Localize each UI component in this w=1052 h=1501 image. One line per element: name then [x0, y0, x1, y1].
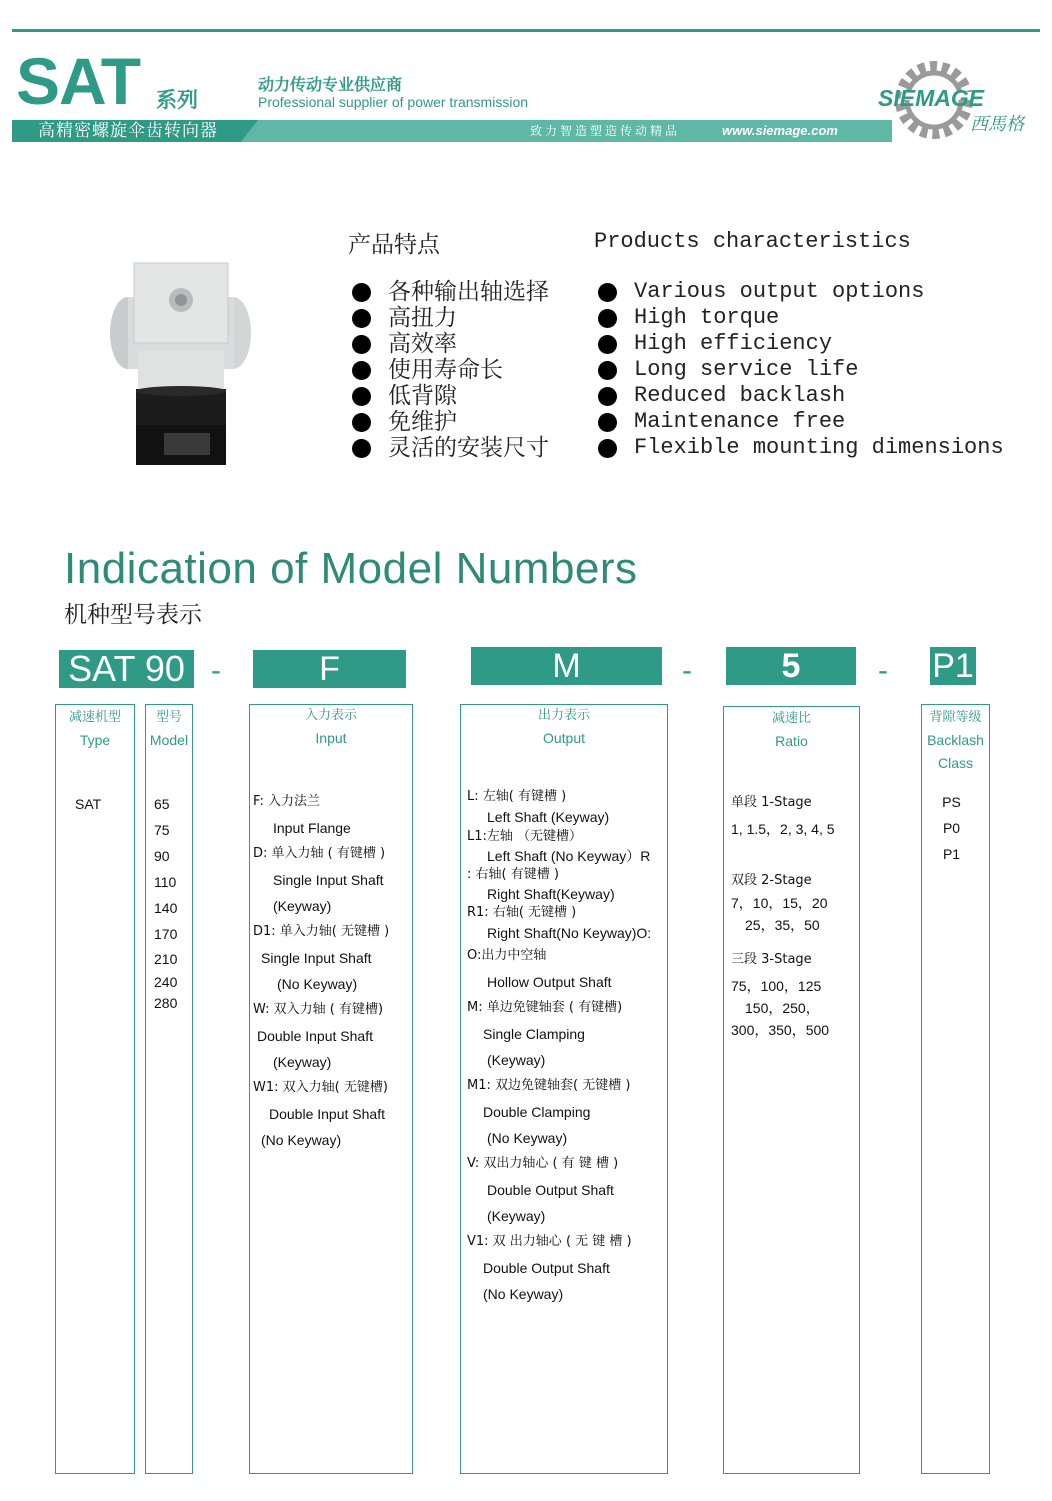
output-line: L: 左轴( 有键槽 ) [467, 789, 567, 804]
logo-cn: 西馬格 [970, 114, 1024, 135]
model-value: 210 [154, 951, 178, 967]
output-line: Left Shaft (No Keyway）R [487, 848, 651, 864]
code-output: M [471, 647, 662, 685]
siemage-logo [872, 56, 1042, 146]
input-line: F: 入力法兰 [253, 794, 320, 809]
brand-name: SAT [16, 44, 141, 118]
output-line: M1: 双边免键轴套( 无键槽 ) [467, 1078, 631, 1093]
output-head-cn: 出力表示 [537, 708, 590, 723]
type-value: SAT [75, 796, 102, 812]
ratio-stage3-values: 150，250， [745, 1000, 820, 1016]
model-value: 110 [154, 874, 177, 890]
logo-text: SIEMAGE [878, 85, 985, 111]
ratio-stage3-label: 三段 3-Stage [731, 952, 812, 967]
features-title-cn: 产品特点 [348, 232, 440, 258]
list-item: 各种输出轴选择 [350, 279, 549, 305]
output-line: O:出力中空轴 [467, 948, 547, 963]
input-line: (No Keyway) [277, 976, 358, 992]
model-value: 280 [154, 995, 178, 1011]
list-item: 免维护 [350, 409, 549, 435]
tagline-cn: 动力传动专业供应商 [258, 75, 403, 94]
list-item: 高效率 [350, 331, 549, 357]
backlash-value: P0 [942, 820, 961, 836]
ratio-stage1-label: 单段 1-Stage [731, 795, 812, 810]
series-label: 系列 [156, 88, 198, 112]
ratio-head-en: Ratio [775, 733, 808, 749]
output-line: (No Keyway) [483, 1286, 564, 1302]
output-column [460, 704, 668, 1474]
band-slogan: 致力智造塑造传动精品 [530, 124, 681, 138]
list-item: Reduced backlash [596, 383, 1004, 409]
indication-title: Indication of Model Numbers [64, 544, 638, 593]
ratio-stage1-values: 1, 1.5，2, 3, 4, 5 [731, 821, 835, 837]
tagline-en: Professional supplier of power transmission [258, 94, 529, 110]
backlash-head-en: Backlash [927, 732, 984, 748]
output-line: V: 双出力轴心 ( 有 键 槽 ) [467, 1156, 619, 1171]
model-head-en: Model [149, 732, 189, 748]
output-line: Double Clamping [483, 1104, 591, 1120]
ratio-stage3-values: 300，350，500 [731, 1022, 830, 1038]
ratio-stage2-values: 7，10，15，20 [731, 895, 828, 911]
input-line: (Keyway) [273, 1054, 332, 1070]
input-line: W1: 双入力轴( 无键槽) [253, 1080, 388, 1095]
code-dash: - [878, 654, 888, 687]
backlash-column [921, 704, 990, 1474]
model-value: 75 [154, 822, 170, 838]
input-line: Double Input Shaft [257, 1028, 373, 1044]
model-value: 90 [154, 848, 170, 864]
code-model: SAT 90 [59, 650, 194, 688]
code-ratio: 5 [726, 647, 856, 685]
input-column [249, 704, 413, 1474]
backlash-head-en: Class [937, 755, 973, 771]
header-rule [12, 29, 1040, 32]
input-line: W: 双入力轴 ( 有键槽) [253, 1002, 384, 1017]
output-line: Right Shaft(Keyway) [487, 886, 615, 902]
list-item: High efficiency [596, 331, 1004, 357]
code-dash: - [682, 654, 692, 687]
input-head-cn: 入力表示 [304, 708, 357, 723]
list-item: Long service life [596, 357, 1004, 383]
input-head-en: Input [315, 730, 347, 746]
output-line: (Keyway) [487, 1052, 546, 1068]
model-value: 240 [154, 974, 178, 990]
output-head-en: Output [542, 730, 586, 746]
features-title-en: Products characteristics [594, 229, 911, 254]
features-list-en [596, 279, 1004, 461]
ratio-head-cn: 减速比 [771, 711, 811, 726]
list-item: Flexible mounting dimensions [596, 435, 1004, 461]
list-item: Maintenance free [596, 409, 1004, 435]
code-backlash: P1 [930, 647, 976, 685]
list-item: Various output options [596, 279, 1004, 305]
input-line: D1: 单入力轴( 无键槽 ) [253, 924, 390, 939]
ratio-stage2-values: 25，35，50 [745, 917, 820, 933]
model-column [145, 704, 193, 1474]
type-head-en: Type [79, 732, 111, 748]
model-head-cn: 型号 [155, 710, 182, 725]
input-line: D: 单入力轴 ( 有键槽 ) [253, 846, 386, 861]
input-line: Single Input Shaft [273, 872, 384, 888]
input-line: Single Input Shaft [261, 950, 372, 966]
ratio-stage3-values: 75，100，125 [731, 978, 822, 994]
output-line: M: 单边免键轴套 ( 有键槽) [467, 1000, 623, 1015]
input-line: (No Keyway) [261, 1132, 342, 1148]
features-list-cn [350, 279, 549, 461]
ratio-column [723, 706, 860, 1474]
input-line: Input Flange [273, 820, 351, 836]
output-line: Left Shaft (Keyway) [487, 809, 610, 825]
list-item: 使用寿命长 [350, 357, 549, 383]
output-line: : 右轴( 有键槽 ) [467, 867, 559, 882]
model-value: 140 [154, 900, 178, 916]
list-item: High torque [596, 305, 1004, 331]
code-input: F [253, 650, 406, 688]
band-url[interactable]: www.siemage.com [722, 123, 838, 138]
band-title: 高精密螺旋伞齿转向器 [38, 121, 218, 141]
input-line: Double Input Shaft [269, 1106, 385, 1122]
list-item: 灵活的安装尺寸 [350, 435, 549, 461]
output-line: (No Keyway) [487, 1130, 568, 1146]
type-head-cn: 减速机型 [68, 710, 121, 725]
gearbox-product-image [98, 255, 258, 480]
output-line: Hollow Output Shaft [487, 974, 612, 990]
output-line: Double Output Shaft [483, 1260, 610, 1276]
list-item: 低背隙 [350, 383, 549, 409]
output-line: (Keyway) [487, 1208, 546, 1224]
output-line: L1:左轴 （无键槽） [467, 829, 583, 844]
model-value: 65 [154, 796, 170, 812]
backlash-head-cn: 背隙等级 [929, 710, 982, 725]
backlash-value: P1 [942, 846, 961, 862]
type-column [55, 704, 135, 1474]
output-line: V1: 双 出力轴心 ( 无 键 槽 ) [467, 1234, 632, 1249]
input-line: (Keyway) [273, 898, 332, 914]
backlash-value: PS [942, 794, 961, 810]
indication-subtitle: 机种型号表示 [64, 602, 202, 628]
output-line: Single Clamping [483, 1026, 585, 1042]
model-value: 170 [154, 926, 178, 942]
output-line: Double Output Shaft [487, 1182, 614, 1198]
code-dash: - [211, 654, 221, 687]
output-line: Right Shaft(No Keyway)O: [487, 925, 652, 941]
list-item: 高扭力 [350, 305, 549, 331]
output-line: R1: 右轴( 无键槽 ) [467, 905, 577, 920]
ratio-stage2-label: 双段 2-Stage [731, 873, 812, 888]
